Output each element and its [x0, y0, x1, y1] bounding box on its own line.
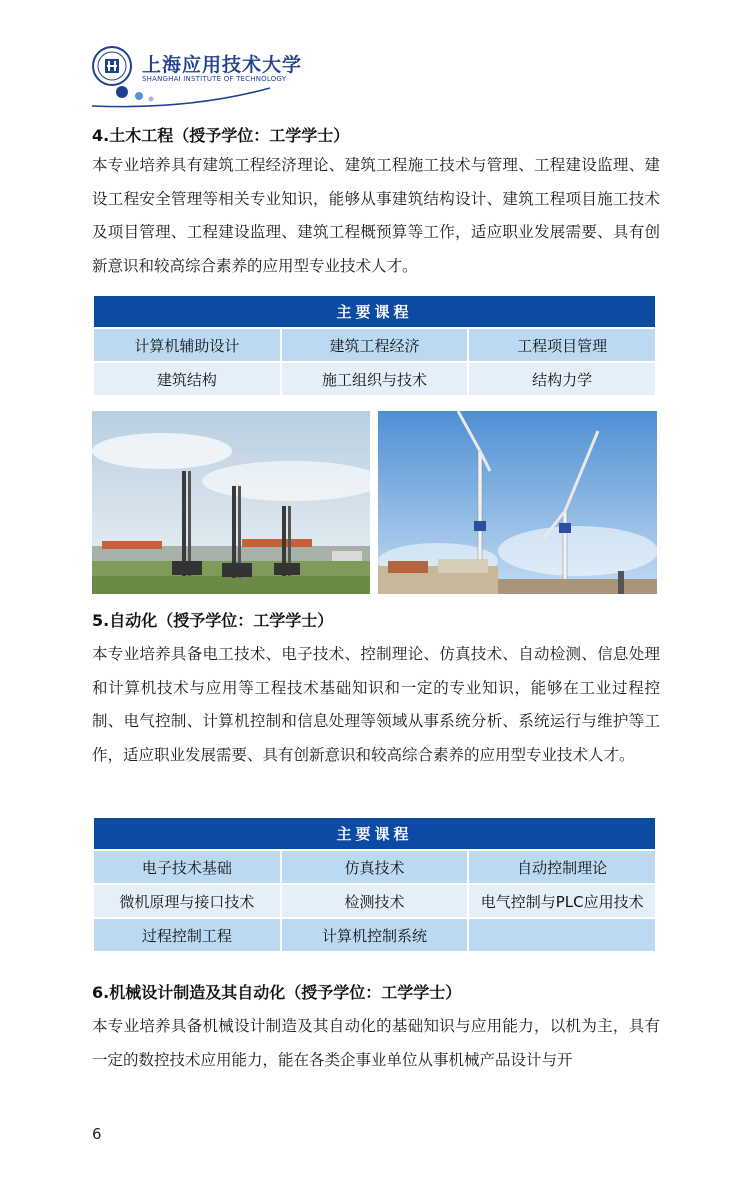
course-cell: 电气控制与PLC应用技术 — [469, 885, 655, 917]
course-cell: 建筑工程经济 — [282, 329, 468, 361]
course-cell: 工程项目管理 — [469, 329, 655, 361]
course-table-header: 主要课程 — [94, 296, 655, 327]
table-row — [94, 363, 655, 395]
course-cell: 微机原理与接口技术 — [94, 885, 280, 917]
course-cell: 施工组织与技术 — [282, 363, 468, 395]
logo-swoosh-icon — [90, 80, 290, 110]
tower-cranes-icon — [378, 411, 657, 594]
logo-chinese-name: 上海应用技术大学 — [142, 54, 303, 76]
photo-pile-driving-site — [92, 411, 370, 594]
course-table-civil-engineering — [92, 294, 657, 397]
course-cell: 仿真技术 — [282, 851, 468, 883]
course-table-automation — [92, 816, 657, 953]
section-title-automation: 5.自动化（授予学位：工学学士） — [92, 611, 334, 630]
course-cell: 电子技术基础 — [94, 851, 280, 883]
table-row — [94, 851, 655, 883]
logo-english-name: SHANGHAI INSTITUTE OF TECHNOLOGY — [142, 75, 287, 83]
course-cell: 计算机辅助设计 — [94, 329, 280, 361]
table-row — [94, 919, 655, 951]
pile-driving-rigs-icon — [92, 411, 370, 594]
section-title-mechanical-design: 6.机械设计制造及其自动化（授予学位：工学学士） — [92, 983, 462, 1002]
table-row — [94, 885, 655, 917]
photo-tower-cranes — [378, 411, 657, 594]
section-description-civil-engineering: 本专业培养具有建筑工程经济理论、建筑工程施工技术与管理、工程建设监理、建设工程安全管理等相关专业知识，能够从事建筑结构设计、建筑工程项目施工技术及项目管理、工程建设监理、建筑工程概预算等工作，适应职业发展需要、具有创新意识和较高综合素养的应用型专业技术人才。 — [92, 156, 660, 275]
course-cell: 建筑结构 — [94, 363, 280, 395]
course-cell-empty — [469, 919, 655, 951]
table-row — [94, 329, 655, 361]
section-title-civil-engineering: 4.土木工程（授予学位：工学学士） — [92, 126, 350, 145]
university-logo — [90, 44, 303, 110]
course-cell: 计算机控制系统 — [282, 919, 468, 951]
section-description-mechanical-design: 本专业培养具备机械设计制造及其自动化的基础知识与应用能力，以机为主，具有一定的数控技术应用能力，能在各类企事业单位从事机械产品设计与开 — [92, 1017, 660, 1069]
course-cell: 过程控制工程 — [94, 919, 280, 951]
course-table-header: 主要课程 — [94, 818, 655, 849]
course-cell: 检测技术 — [282, 885, 468, 917]
section-description-automation: 本专业培养具备电工技术、电子技术、控制理论、仿真技术、自动检测、信息处理和计算机技术与应用等工程技术基础知识和一定的专业知识，能够在工业过程控制、电气控制、计算机控制和信息处理等领域从事系统分析、系统运行与维护等工作，适应职业发展需要、具有创新意识和较高综合素养的应用型专业技术人才。 — [92, 645, 660, 764]
course-cell: 结构力学 — [469, 363, 655, 395]
page-number: 6 — [92, 1125, 102, 1143]
course-cell: 自动控制理论 — [469, 851, 655, 883]
